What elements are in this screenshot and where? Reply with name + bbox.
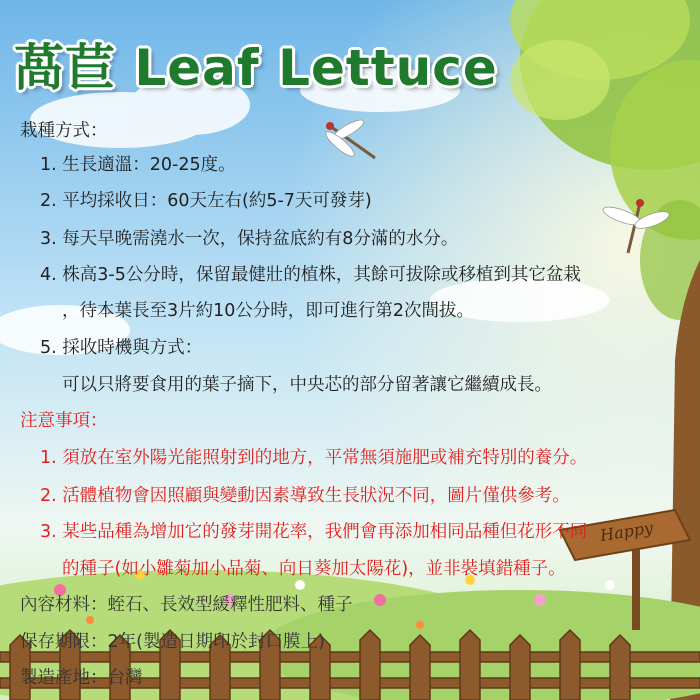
planting-item: 2. 平均採收日：60天左右(約5-7天可發芽) — [40, 191, 372, 211]
notes-heading: 注意事項： — [20, 411, 108, 431]
sign-text: Happy — [598, 517, 655, 546]
planting-item: 4. 株高3-5公分時，保留最健壯的植株，其餘可拔除或移植到其它盆栽 — [40, 265, 581, 285]
notes-item: 2. 活體植物會因照顧與變動因素導致生長狀況不同，圖片僅供參考。 — [40, 486, 570, 506]
planting-item-continued: 可以只將要食用的葉子摘下，中央芯的部分留著讓它繼續成長。 — [62, 375, 552, 395]
planting-heading: 栽種方式： — [20, 121, 108, 141]
contents-line: 內容材料：蛭石、長效型緩釋性肥料、種子 — [20, 595, 353, 615]
planting-item-continued: ，待本葉長至3片約10公分時，即可進行第2次間拔。 — [62, 301, 475, 321]
planting-item: 3. 每天早晚需澆水一次，保持盆底約有8分滿的水分。 — [40, 229, 459, 249]
planting-item: 5. 採收時機與方式： — [40, 338, 203, 358]
notes-item: 3. 某些品種為增加它的發芽開花率，我們會再添加相同品種但花形不同 — [40, 522, 588, 542]
dragonfly-icon — [600, 198, 670, 258]
shelf-life-line: 保存期限：2年(製造日期印於封口膜上) — [20, 632, 325, 652]
notes-item: 1. 須放在室外陽光能照射到的地方，平常無須施肥或補充特別的養分。 — [40, 448, 588, 468]
notes-item-continued: 的種子(如小雛菊加小品菊、向日葵加太陽花)，並非裝填錯種子。 — [62, 559, 566, 579]
page-title: 萵苣 Leaf Lettuce — [14, 39, 498, 97]
planting-item: 1. 生長適溫：20-25度。 — [40, 155, 236, 175]
dragonfly-icon — [320, 118, 390, 168]
origin-line: 製造產地：台灣 — [20, 668, 143, 688]
